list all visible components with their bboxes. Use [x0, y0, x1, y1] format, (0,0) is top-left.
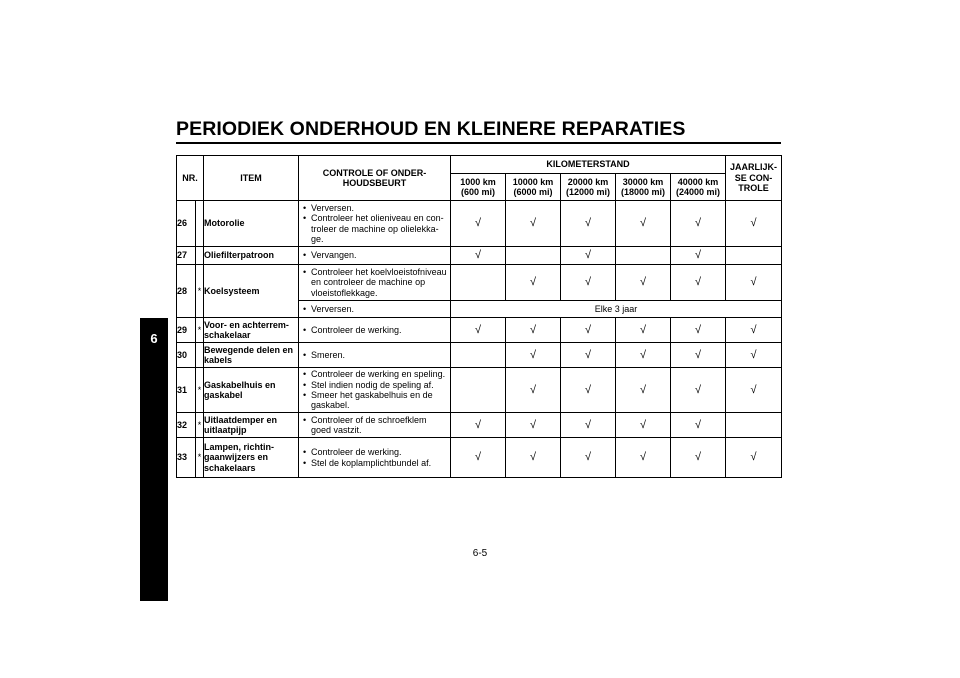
check-yearly	[726, 413, 782, 438]
check-mark: √	[561, 438, 616, 478]
table-row	[177, 265, 782, 301]
row-star-marker	[196, 247, 204, 265]
table-row	[177, 343, 782, 368]
action-item: • Verversen.	[303, 304, 448, 314]
check-mark: √	[451, 438, 506, 478]
check-mark: √	[671, 247, 726, 265]
check-yearly	[726, 247, 782, 265]
check-mark: √	[506, 318, 561, 343]
check-mark: √	[561, 343, 616, 368]
check-yearly: √	[726, 343, 782, 368]
check-mark: √	[671, 318, 726, 343]
check-mark: √	[451, 318, 506, 343]
check-yearly: √	[726, 318, 782, 343]
action-item: • Controleer de werking.	[303, 447, 448, 457]
row-number: 33	[177, 438, 196, 478]
table-row	[177, 201, 782, 247]
header-controle: CONTROLE OF ONDER-HOUDSBEURT	[299, 156, 451, 201]
header-nr: NR.	[177, 156, 204, 201]
row-item: Uitlaatdemper en uitlaatpijp	[204, 413, 299, 438]
check-mark: √	[616, 343, 671, 368]
row-star-marker: *	[196, 413, 204, 438]
chapter-tab	[140, 318, 168, 601]
table-row	[177, 413, 782, 438]
row-number: 27	[177, 247, 196, 265]
action-item: • Vervangen.	[303, 250, 448, 260]
check-mark: √	[561, 265, 616, 301]
check-mark: √	[451, 201, 506, 247]
page-title: PERIODIEK ONDERHOUD EN KLEINERE REPARATIES	[176, 118, 686, 140]
check-mark: √	[506, 265, 561, 301]
row-number: 29	[177, 318, 196, 343]
check-mark: √	[506, 438, 561, 478]
check-mark: √	[671, 343, 726, 368]
row-number: 26	[177, 201, 196, 247]
check-mark: √	[451, 413, 506, 438]
row-number: 32	[177, 413, 196, 438]
check-mark	[506, 247, 561, 265]
check-mark: √	[616, 265, 671, 301]
row-number: 30	[177, 343, 196, 368]
check-yearly: √	[726, 438, 782, 478]
page-number: 6-5	[472, 548, 488, 559]
action-item: • Smeren.	[303, 350, 448, 360]
check-mark: √	[616, 413, 671, 438]
check-mark: √	[506, 413, 561, 438]
check-mark: √	[561, 368, 616, 413]
row-item: Oliefilterpatroon	[204, 247, 299, 265]
check-mark	[451, 343, 506, 368]
row-star-marker	[196, 201, 204, 247]
row-actions	[299, 413, 451, 438]
check-mark: √	[451, 247, 506, 265]
check-mark	[451, 368, 506, 413]
action-item: • Controleer het koelvloeistofniveau en controleer de machine op vloeistoflekkage.	[303, 267, 448, 298]
title-rule	[176, 142, 781, 144]
action-item: • Stel de koplamplichtbundel af.	[303, 458, 448, 468]
header-km-20000: 20000 km (12000 mi)	[561, 174, 616, 201]
row-star-marker: *	[196, 368, 204, 413]
action-item: • Stel indien nodig de speling af.	[303, 380, 448, 390]
row-item: Gaskabelhuis en gaskabel	[204, 368, 299, 413]
check-mark: √	[671, 413, 726, 438]
check-mark: √	[561, 247, 616, 265]
table-row	[177, 318, 782, 343]
check-mark	[616, 247, 671, 265]
header-km-30000: 30000 km (18000 mi)	[616, 174, 671, 201]
check-mark: √	[671, 438, 726, 478]
maintenance-table	[176, 155, 782, 478]
row-star-marker: *	[196, 318, 204, 343]
header-kilometerstand: KILOMETERSTAND	[451, 156, 726, 174]
row-item: Bewegende delen en kabels	[204, 343, 299, 368]
check-mark: √	[616, 318, 671, 343]
chapter-number: 6	[150, 331, 158, 346]
row-item: Koelsysteem	[204, 265, 299, 318]
row-actions	[299, 247, 451, 265]
check-mark: √	[506, 201, 561, 247]
row-actions	[299, 265, 451, 301]
check-mark: √	[561, 413, 616, 438]
check-mark	[451, 265, 506, 301]
interval-text: Elke 3 jaar	[451, 301, 782, 318]
row-actions	[299, 368, 451, 413]
table-row	[177, 247, 782, 265]
header-km-1000: 1000 km (600 mi)	[451, 174, 506, 201]
action-item: • Controleer de werking en speling.	[303, 369, 448, 379]
header-km-40000: 40000 km (24000 mi)	[671, 174, 726, 201]
table-row	[177, 368, 782, 413]
check-mark: √	[561, 318, 616, 343]
row-actions	[299, 318, 451, 343]
action-item: • Controleer of de schroefklem goed vastzit.	[303, 415, 448, 436]
action-item: • Smeer het gaskabelhuis en de gaskabel.	[303, 390, 448, 411]
check-mark: √	[671, 368, 726, 413]
row-star-marker: *	[196, 438, 204, 478]
row-number: 28	[177, 265, 196, 318]
row-star-marker	[196, 343, 204, 368]
row-number: 31	[177, 368, 196, 413]
check-mark: √	[616, 368, 671, 413]
check-mark: √	[561, 201, 616, 247]
row-item: Voor- en achterrem-schakelaar	[204, 318, 299, 343]
header-km-10000: 10000 km (6000 mi)	[506, 174, 561, 201]
check-mark: √	[616, 201, 671, 247]
row-star-marker: *	[196, 265, 204, 318]
check-yearly: √	[726, 201, 782, 247]
action-item: • Controleer de werking.	[303, 325, 448, 335]
header-jaarlijks: JAARLIJK-SE CON-TROLE	[726, 156, 782, 201]
check-yearly: √	[726, 265, 782, 301]
table-row	[177, 438, 782, 478]
check-mark: √	[616, 438, 671, 478]
row-item: Motorolie	[204, 201, 299, 247]
check-mark: √	[671, 201, 726, 247]
row-item: Lampen, richtin-gaanwijzers en schakelaars	[204, 438, 299, 478]
check-mark: √	[506, 343, 561, 368]
row-sub-action	[299, 301, 451, 318]
row-actions	[299, 343, 451, 368]
row-actions	[299, 438, 451, 478]
check-mark: √	[506, 368, 561, 413]
action-item: • Verversen.	[303, 203, 448, 213]
row-actions	[299, 201, 451, 247]
check-mark: √	[671, 265, 726, 301]
check-yearly: √	[726, 368, 782, 413]
action-item: • Controleer het olieniveau en con-troleer de machine op olielekka-ge.	[303, 213, 448, 244]
header-item: ITEM	[204, 156, 299, 201]
